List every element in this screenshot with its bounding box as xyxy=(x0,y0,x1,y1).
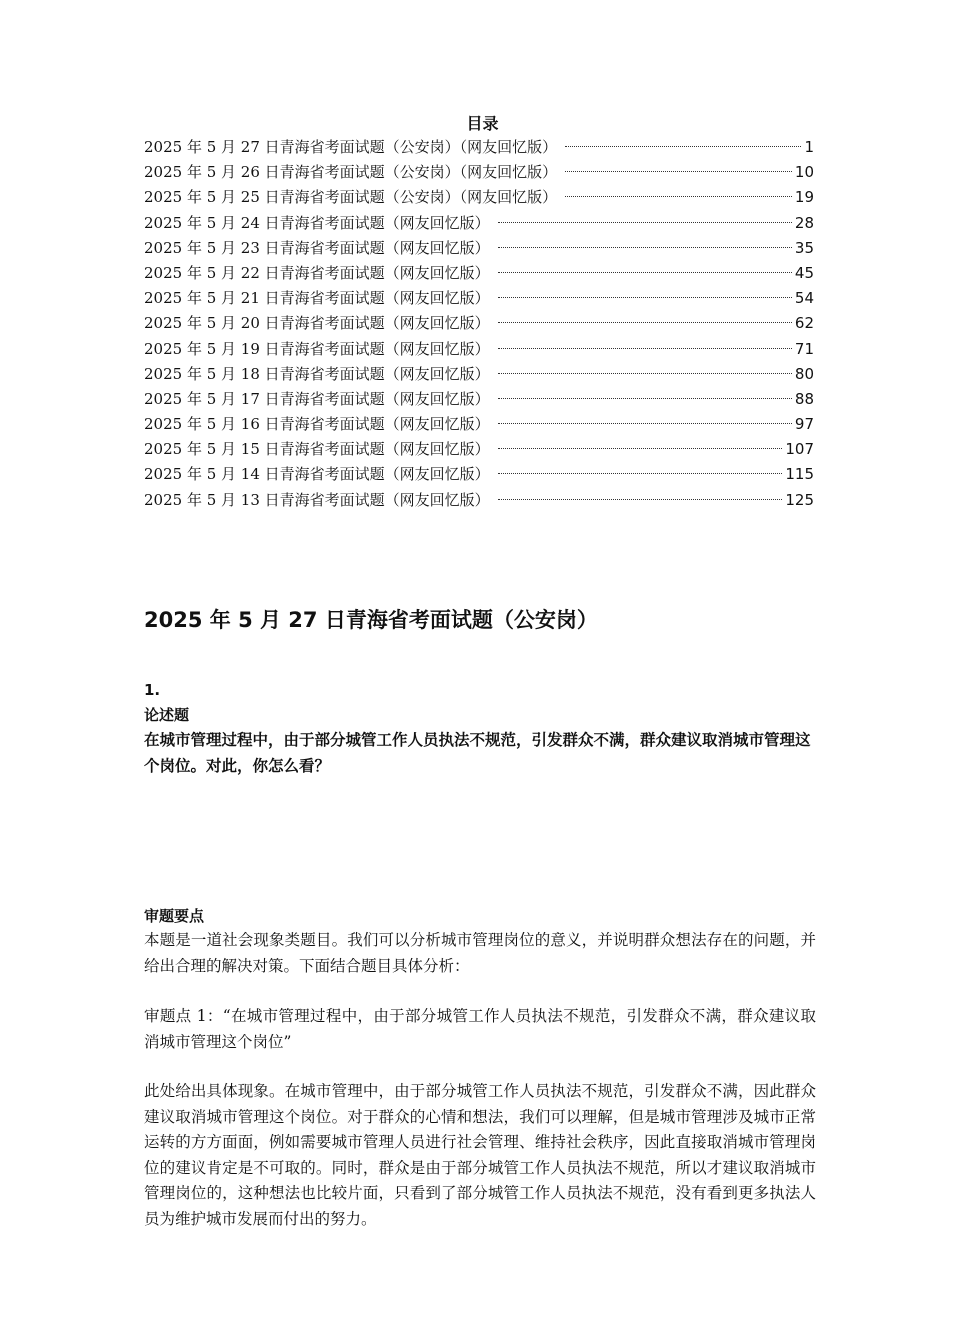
toc-entry-page: 62 xyxy=(794,314,814,333)
toc-entry-label: 2025 年 5 月 14 日青海省考面试题（网友回忆版） xyxy=(144,465,490,484)
toc-leader-dots xyxy=(498,423,792,424)
analysis-paragraph: 本题是一道社会现象类题目。我们可以分析城市管理岗位的意义，并说明群众想法存在的问题，并给出合理的解决对策。下面结合题目具体分析： xyxy=(144,931,816,975)
toc-entry-label: 2025 年 5 月 19 日青海省考面试题（网友回忆版） xyxy=(144,339,490,358)
analysis-paragraph: 此处给出具体现象。在城市管理中，由于部分城管工作人员执法不规范，引发群众不满，因此群众建议取消城市管理这个岗位。对于群众的心情和想法，我们可以理解，但是城市管理涉及城市正常运转的方方面面，例如需要城市管理人员进行社会管理、维持社会秩序，因此直接取消城市管理岗位的建议肯定是不可取的。同时，群众是由于部分城管工作人员执法不规范，所以才建议取消城市管理岗位的，这种想法也比较片面，只看到了部分城管工作人员执法不规范，没有看到更多执法人员为维护城市发展而付出的努力。 xyxy=(144,1082,816,1228)
section-heading: 2025 年 5 月 27 日青海省考面试题（公安岗） xyxy=(144,608,598,632)
toc-entry-label: 2025 年 5 月 21 日青海省考面试题（网友回忆版） xyxy=(144,289,490,308)
toc-entry-label: 2025 年 5 月 24 日青海省考面试题（网友回忆版） xyxy=(144,213,490,232)
toc-entry-label: 2025 年 5 月 20 日青海省考面试题（网友回忆版） xyxy=(144,314,490,333)
toc-leader-dots xyxy=(565,196,792,197)
toc-leader-dots xyxy=(498,272,792,273)
toc-entry[interactable] xyxy=(144,437,814,462)
toc-entry-page: 71 xyxy=(794,339,814,358)
toc-leader-dots xyxy=(498,499,783,500)
toc-leader-dots xyxy=(498,473,783,474)
toc-entry-page: 54 xyxy=(794,289,814,308)
toc-leader-dots xyxy=(498,247,792,248)
toc-entry[interactable] xyxy=(144,185,814,210)
toc-entry-label: 2025 年 5 月 26 日青海省考面试题（公安岗）（网友回忆版） xyxy=(144,163,558,182)
toc-entry-page: 80 xyxy=(794,364,814,383)
toc-entry-page: 35 xyxy=(794,238,814,257)
toc-leader-dots xyxy=(498,448,783,449)
toc-entry[interactable] xyxy=(144,236,814,261)
toc-entry-label: 2025 年 5 月 18 日青海省考面试题（网友回忆版） xyxy=(144,364,490,383)
toc-entry-label: 2025 年 5 月 27 日青海省考面试题（公安岗）（网友回忆版） xyxy=(144,138,558,156)
toc-entry-label: 2025 年 5 月 17 日青海省考面试题（网友回忆版） xyxy=(144,389,490,408)
toc-leader-dots xyxy=(565,146,801,147)
toc-entry-page: 115 xyxy=(785,465,814,484)
toc-leader-dots xyxy=(565,171,792,172)
toc-entry-page: 19 xyxy=(794,188,814,207)
toc-entry[interactable] xyxy=(144,311,814,336)
toc-entry-page: 45 xyxy=(794,263,814,282)
toc-leader-dots xyxy=(498,348,792,349)
toc-entry[interactable] xyxy=(144,211,814,236)
question-type: 论述题 xyxy=(144,706,190,724)
toc-entry-label: 2025 年 5 月 22 日青海省考面试题（网友回忆版） xyxy=(144,263,490,282)
toc-entry[interactable] xyxy=(144,337,814,362)
toc-entry-page: 107 xyxy=(785,440,814,459)
toc-entry-label: 2025 年 5 月 13 日青海省考面试题（网友回忆版） xyxy=(144,490,490,509)
analysis-paragraph: 审题点 1：“在城市管理过程中，由于部分城管工作人员执法不规范，引发群众不满，群众建议取消城市管理这个岗位” xyxy=(144,1007,816,1051)
toc-entry[interactable] xyxy=(144,261,814,286)
toc-entry-label: 2025 年 5 月 16 日青海省考面试题（网友回忆版） xyxy=(144,415,490,434)
toc-entry[interactable] xyxy=(144,462,814,487)
toc-entry-label: 2025 年 5 月 23 日青海省考面试题（网友回忆版） xyxy=(144,238,490,257)
toc-entry[interactable] xyxy=(144,387,814,412)
question-number: 1. xyxy=(144,681,161,699)
toc-entry-page: 10 xyxy=(794,163,814,182)
toc-entry-page: 125 xyxy=(785,490,814,509)
toc-entry-label: 2025 年 5 月 15 日青海省考面试题（网友回忆版） xyxy=(144,440,490,459)
toc-entry[interactable] xyxy=(144,488,814,513)
toc-entry-page: 28 xyxy=(794,213,814,232)
analysis-heading: 审题要点 xyxy=(144,907,205,925)
toc-entry[interactable] xyxy=(144,286,814,311)
toc-title: 目录 xyxy=(466,114,499,133)
toc-entry-label: 2025 年 5 月 25 日青海省考面试题（公安岗）（网友回忆版） xyxy=(144,188,558,207)
toc-entry-page: 88 xyxy=(794,389,814,408)
toc-entry[interactable] xyxy=(144,135,814,160)
toc-entry[interactable] xyxy=(144,412,814,437)
toc-entry-page: 97 xyxy=(794,415,814,434)
toc-entry[interactable] xyxy=(144,362,814,387)
toc-entry[interactable] xyxy=(144,160,814,185)
toc-leader-dots xyxy=(498,398,792,399)
question-text: 在城市管理过程中，由于部分城管工作人员执法不规范，引发群众不满，群众建议取消城市管理这个岗位。对此，你怎么看？ xyxy=(144,731,811,775)
toc-leader-dots xyxy=(498,373,792,374)
toc-leader-dots xyxy=(498,297,792,298)
toc-leader-dots xyxy=(498,322,792,323)
toc-entry-page: 1 xyxy=(804,138,814,156)
table-of-contents xyxy=(144,135,814,513)
toc-leader-dots xyxy=(498,222,792,223)
